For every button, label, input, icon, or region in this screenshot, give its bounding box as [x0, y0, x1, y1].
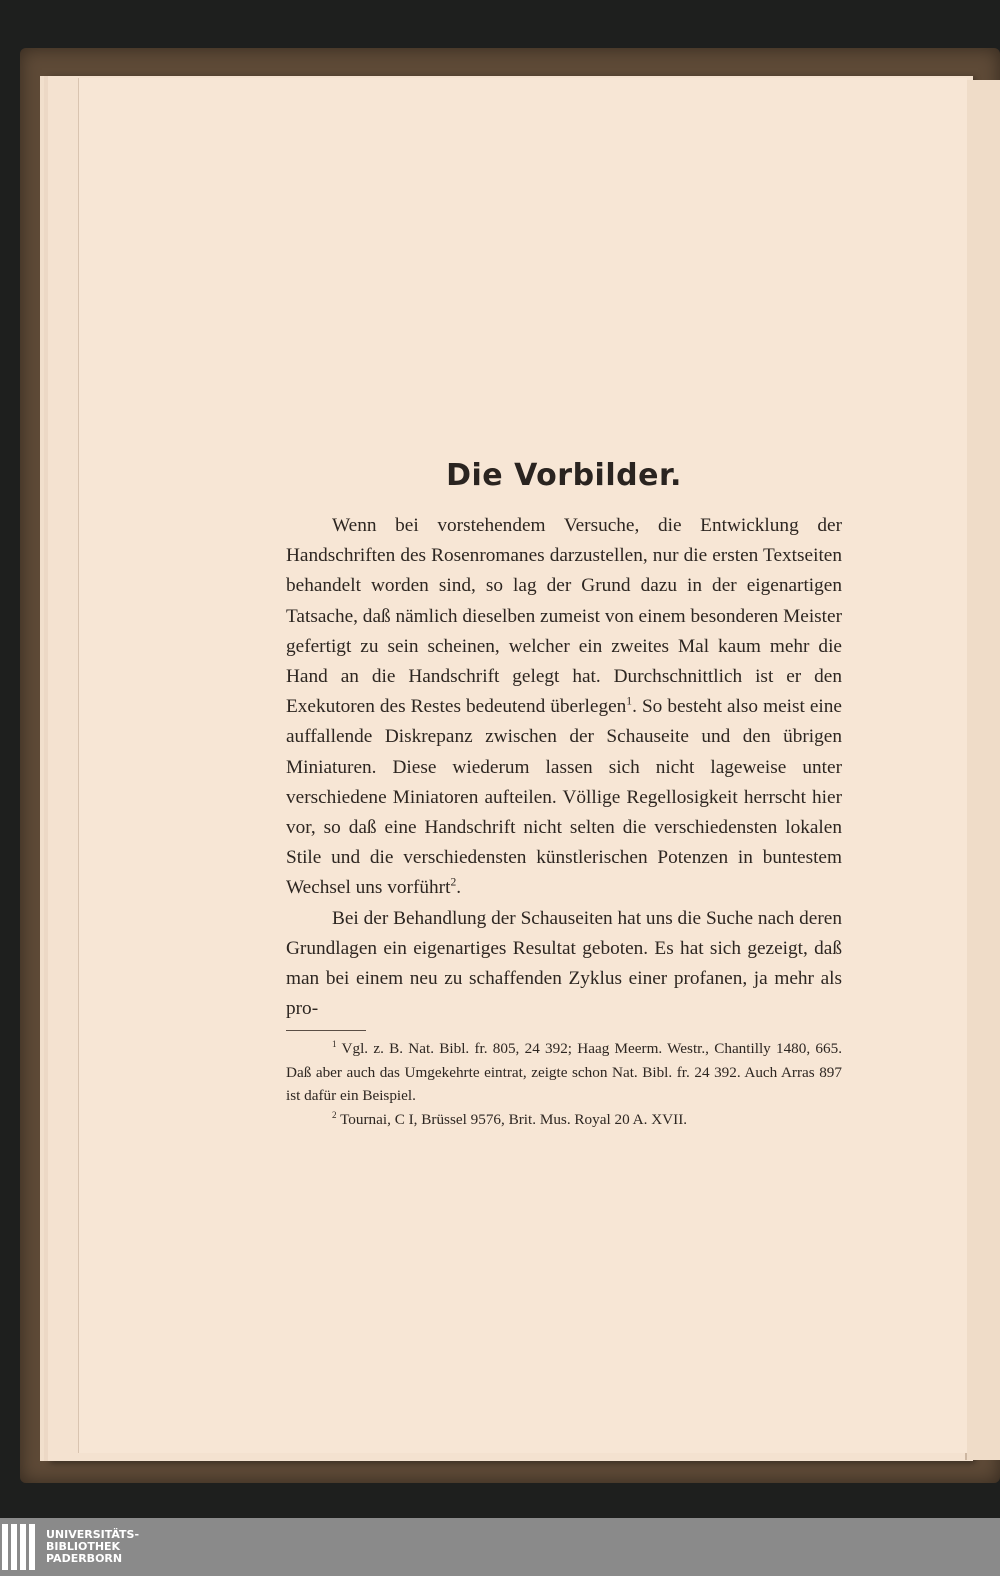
footnote-divider	[286, 1030, 366, 1031]
paragraph-1-text-b: . So besteht also meist eine auffallende Diskrepanz zwischen der Schauseite und den übrigen Miniaturen. Diese wiederum lassen sich nicht lageweise unter verschiedene Miniatoren aufteilen. Völlige Regellosigkeit herrscht hier vor, so daß eine Handschrift nicht selten die verschiedensten lokalen Stile und die verschiedensten künstlerischen Potenzen in buntestem Wechsel uns vorführt	[286, 696, 842, 899]
footnote-ref-2[interactable]: 2	[450, 876, 457, 890]
text-block	[286, 458, 842, 1131]
footnote-ref-1[interactable]: 1	[626, 694, 633, 708]
footnote-2-text: Tournai, C I, Brüssel 9576, Brit. Mus. Royal 20 A. XVII.	[336, 1110, 688, 1128]
library-logo-bars-icon	[2, 1524, 38, 1570]
logo-line-2: BIBLIOTHEK	[46, 1540, 121, 1553]
footnote-2-mark: 2	[332, 1109, 337, 1120]
facing-page-edge	[965, 80, 1000, 1460]
footer-bar	[0, 1518, 1000, 1576]
paragraph-1-text-a: Wenn bei vorstehendem Versuche, die Entwicklung der Handschriften des Rosenromanes darzustellen, nur die ersten Textseiten behandelt worden sind, so lag der Grund dazu in der eigenartigen Tatsache, daß nämlich dieselben zumeist von einem besonderen Meister gefertigt zu sein scheinen, welcher ein zweites Mal kaum mehr die Hand an die Handschrift gelegt hat. Durchschnittlich ist er den Exekutoren des Restes bedeutend überlegen	[286, 515, 843, 718]
library-logo-text	[46, 1529, 139, 1565]
book-page	[78, 78, 967, 1453]
footnote-1	[286, 1037, 842, 1108]
paragraph-1-end: .	[456, 877, 462, 899]
paragraph-2: Bei der Behandlung der Schauseiten hat uns die Suche nach deren Grundlagen ein eigenartiges Resultat geboten. Es hat sich gezeigt, daß man bei einem neu zu schaffenden Zyklus einer profanen, ja mehr als pro-	[286, 907, 842, 1020]
paragraph-1	[286, 511, 842, 904]
page-title: Die Vorbilder.	[446, 458, 682, 493]
library-logo[interactable]	[2, 1521, 139, 1573]
logo-line-3: PADERBORN	[46, 1552, 123, 1565]
logo-line-1: UNIVERSITÄTS-	[46, 1528, 140, 1541]
footnote-1-text: Vgl. z. B. Nat. Bibl. fr. 805, 24 392; Haag Meerm. Westr., Chantilly 1480, 665. Daß aber auch das Umgekehrte eintrat, zeigte schon Nat. Bibl. fr. 24 392. Auch Arras 897 ist dafür ein Beispiel.	[286, 1040, 842, 1105]
footnote-2	[286, 1108, 842, 1132]
footnote-1-mark: 1	[332, 1039, 337, 1050]
